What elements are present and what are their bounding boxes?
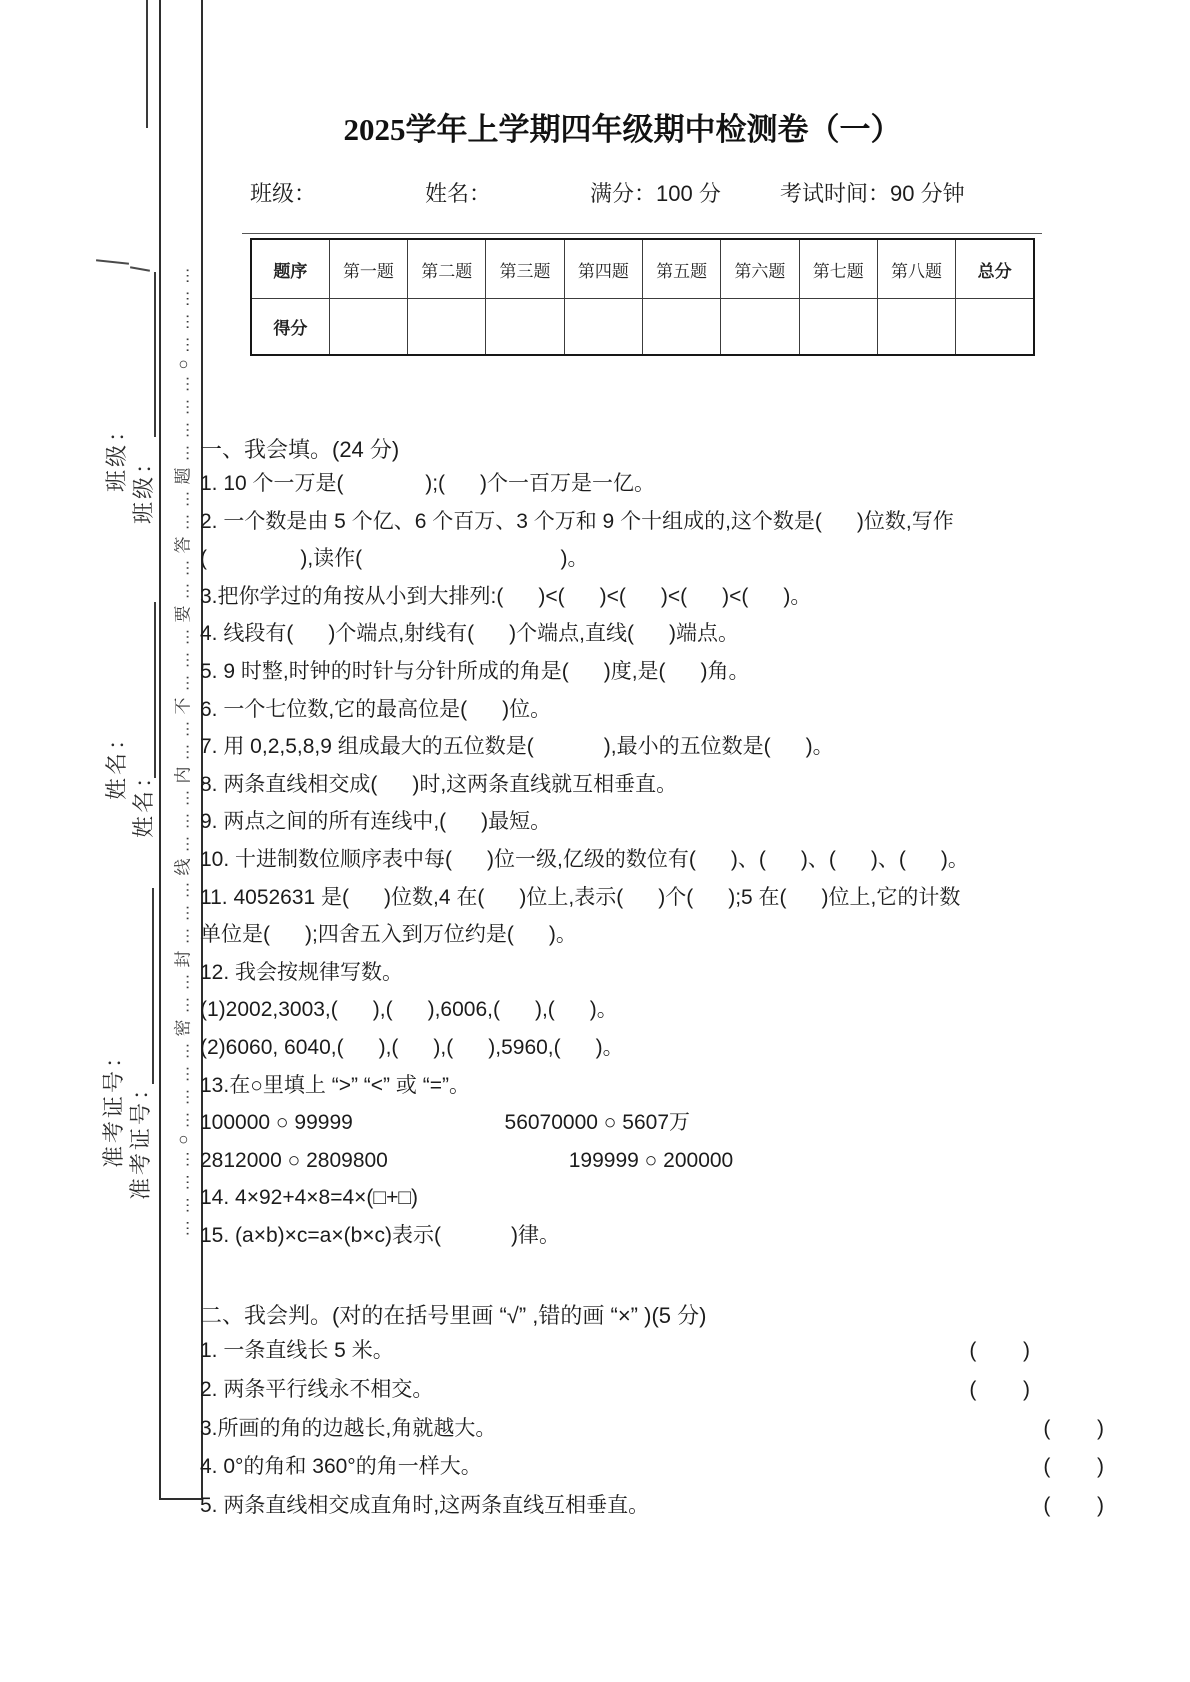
stray-mark (96, 259, 129, 264)
header-cell: 第四题 (564, 239, 642, 299)
header-cell: 第三题 (486, 239, 564, 299)
judge-row (200, 1487, 1110, 1526)
seal-margin (0, 0, 205, 1682)
score-cell-empty (877, 299, 955, 356)
score-cell-empty (564, 299, 642, 356)
question-line: (1)2002,3003,( ),( ),6006,( ),( )。 (200, 998, 618, 1022)
name-blank-line (154, 602, 156, 778)
score-table (250, 238, 1035, 356)
fold-mark-line (146, 0, 148, 128)
score-cell-empty (721, 299, 799, 356)
question-line: 3.把你学过的角按从小到大排列:( )<( )<( )<( )<( )。 (200, 584, 812, 608)
name-label-vertical: 姓名： (131, 762, 156, 838)
judge-row (200, 1371, 1110, 1410)
score-cell-empty (329, 299, 407, 356)
judge-text: 4. 0°的角和 360°的角一样大。 (200, 1455, 482, 1479)
question-line: 6. 一个七位数,它的最高位是( )位。 (200, 697, 552, 721)
answer-bracket: ( ) (1043, 1493, 1104, 1517)
question-line: 1. 10 个一万是( );( )个一百万是一亿。 (200, 472, 656, 495)
page-title: 2025学年上学期四年级期中检测卷（一） (343, 112, 902, 147)
examno-blank-line (152, 888, 154, 1084)
header-cell: 第六题 (721, 239, 799, 299)
examno-label-vertical: 准考证号： (101, 1042, 126, 1168)
score-cell-empty (486, 299, 564, 356)
name-field-label: 姓名： (425, 181, 492, 206)
question-line: 12. 我会按规律写数。 (200, 960, 404, 984)
section1-heading: 一、我会填。(24 分) (200, 437, 400, 462)
score-cell-empty (956, 299, 1034, 356)
question-line: (2)6060, 6040,( ),( ),( ),5960,( )。 (200, 1035, 624, 1059)
class-label-vertical: 班级： (131, 448, 156, 524)
question-line: 9. 两点之间的所有连线中,( )最短。 (200, 810, 552, 834)
judge-row (200, 1332, 1110, 1371)
judge-text: 1. 一条直线长 5 米。 (200, 1339, 394, 1363)
judge-text: 3.所画的角的边越长,角就越大。 (200, 1416, 497, 1440)
question-line: 4. 线段有( )个端点,射线有( )个端点,直线( )端点。 (200, 622, 739, 646)
answer-bracket: ( ) (1043, 1455, 1104, 1479)
judge-row (200, 1410, 1110, 1449)
question-line: 11. 4052631 是( )位数,4 在( )位上,表示( )个( );5 在( )位上,它的计数 (200, 885, 961, 909)
header-cell: 第七题 (799, 239, 877, 299)
score-cell-empty (799, 299, 877, 356)
answer-bracket: ( ) (969, 1378, 1030, 1402)
name-label-vertical: 姓名： (104, 724, 129, 800)
score-table-header-row (251, 239, 1034, 299)
class-field-label: 班级： (250, 181, 317, 206)
student-info-line (200, 177, 1045, 209)
exam-content (200, 0, 1110, 1525)
judge-row (200, 1448, 1110, 1487)
header-cell: 第五题 (642, 239, 720, 299)
score-cell-empty (642, 299, 720, 356)
question-line: 13.在○里填上 “>” “<” 或 “=”。 (200, 1073, 470, 1097)
question-line: 14. 4×92+4×8=4×(□+□) (200, 1186, 419, 1210)
score-table-score-row (251, 299, 1034, 356)
header-cell: 题序 (251, 239, 329, 299)
class-label-vertical: 班级： (104, 416, 129, 492)
header-cell: 第一题 (329, 239, 407, 299)
score-cell-empty (408, 299, 486, 356)
question-line: 2. 一个数是由 5 个亿、6 个百万、3 个万和 9 个十组成的,这个数是( )位数,写作 (200, 509, 954, 533)
header-cell: 第二题 (408, 239, 486, 299)
seal-line-box (159, 0, 203, 1500)
question-line: 8. 两条直线相交成( )时,这两条直线就互相垂直。 (200, 772, 678, 796)
question-line: 5. 9 时整,时钟的时针与分针所成的角是( )度,是( )角。 (200, 659, 750, 683)
judge-text: 2. 两条平行线永不相交。 (200, 1378, 434, 1402)
stray-mark (130, 266, 150, 271)
question-line: 10. 十进制数位顺序表中每( )位一级,亿级的数位有( )、( )、( )、( )。 (200, 847, 969, 871)
exam-time-label: 考试时间：90 分钟 (780, 181, 965, 206)
comparison-line: 100000 ○ 99999 56070000 ○ 5607万 (200, 1111, 691, 1135)
question-line: ( ),读作( )。 (200, 547, 589, 571)
header-cell-total: 总分 (956, 239, 1034, 299)
class-blank-line (154, 272, 156, 437)
section2-heading: 二、我会判。(对的在括号里画 “√” ,错的画 “×” )(5 分) (200, 1303, 707, 1329)
judge-text: 5. 两条直线相交成直角时,这两条直线互相垂直。 (200, 1493, 650, 1517)
answer-bracket: ( ) (1043, 1416, 1104, 1440)
answer-bracket: ( ) (969, 1339, 1030, 1363)
seal-line-text: …………○…………密……封………线………内……不………要……答……题…………○………… (173, 261, 193, 1237)
full-score-label: 满分：100 分 (590, 181, 721, 206)
comparison-line: 2812000 ○ 2809800 199999 ○ 200000 (200, 1148, 734, 1172)
question-line: 7. 用 0,2,5,8,9 组成最大的五位数是( ),最小的五位数是( )。 (200, 735, 834, 759)
question-line: 15. (a×b)×c=a×(b×c)表示( )律。 (200, 1223, 561, 1247)
question-line: 单位是( );四舍五入到万位约是( )。 (200, 923, 577, 947)
score-row-label: 得分 (251, 299, 329, 356)
table-top-rule (242, 233, 1042, 234)
header-cell: 第八题 (877, 239, 955, 299)
examno-label-vertical: 准考证号： (128, 1074, 153, 1200)
